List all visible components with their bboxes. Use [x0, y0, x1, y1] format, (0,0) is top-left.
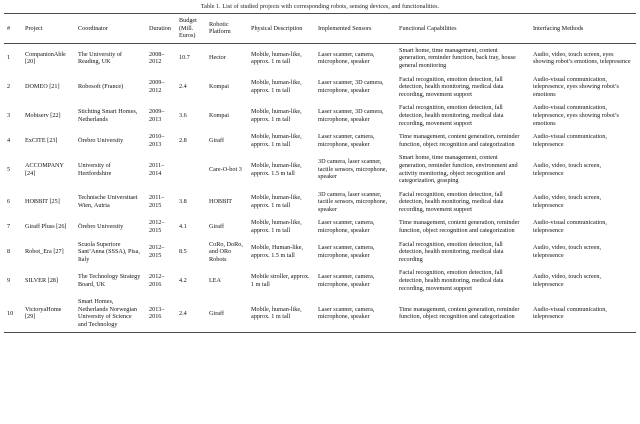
- cell-intf: Audio-visual communication, telepresence, eyes showing robot’s emotions: [533, 104, 619, 127]
- cell-plat: HOBBIT: [209, 198, 233, 206]
- cell-num: 2: [7, 83, 11, 91]
- cell-dur: 2008–2012: [149, 50, 165, 66]
- table-caption: Table 1. List of studied projects with corresponding robots, sensing devices, and functionalities.: [200, 4, 440, 10]
- cell-phys: Mobile, human-like, approx. 1 m tall: [251, 219, 302, 235]
- table-row: [4, 73, 636, 102]
- cell-coord: Stichting Smart Homes, Netherlands: [78, 108, 138, 123]
- column-header-budget: Budget (Mill. Euros): [176, 14, 206, 44]
- cell-num: 4: [7, 136, 11, 144]
- cell-func: Facial recognition, emotion detection, fall detection, health monitoring, medical data recording, movement support: [399, 104, 504, 127]
- column-header-coordinator: Coordinator: [75, 14, 146, 44]
- cell-proj: CompanionAble [20]: [25, 50, 66, 66]
- table-row: [4, 43, 636, 72]
- cell-phys: Mobile, human-like, approx. 1 m tall: [251, 108, 302, 123]
- column-header-functional-capabilities: Functional Capabilities: [396, 14, 530, 44]
- cell-plat: Giraff: [209, 223, 225, 231]
- cell-func: Facial recognition, emotion detection, fall detection, health monitoring, medical data recording, movement support: [399, 269, 504, 292]
- cell-proj: VictoryaHome [29]: [22, 295, 75, 332]
- cell-phys: Mobile, human-like, approx. 1 m tall: [251, 133, 302, 148]
- cell-budg: 8.5: [179, 248, 187, 256]
- cell-num: 10: [4, 295, 22, 332]
- cell-func: Time management, content generation, reminder function, object recognition and categorization: [399, 133, 520, 148]
- cell-phys: Mobile, human-like, approx. 1 m tall: [251, 194, 302, 210]
- cell-proj: ExCITE [23]: [25, 136, 58, 144]
- cell-intf: Audio-visual communication, telepresence: [530, 295, 636, 332]
- cell-budg: 4.2: [179, 277, 187, 285]
- cell-coord: Örebro University: [78, 136, 124, 144]
- table-row: [4, 130, 636, 151]
- cell-intf: Audio-visual communication, telepresence: [533, 219, 607, 235]
- cell-func: Time management, content generation, reminder function, object recognition and categorization: [396, 295, 530, 332]
- cell-proj: Mobiserv [22]: [25, 111, 61, 119]
- cell-proj: DOMEO [21]: [25, 83, 60, 91]
- cell-sens: Laser scanner, camera, microphone, speaker: [318, 273, 375, 288]
- cell-budg: [176, 151, 206, 187]
- cell-plat: Kompai: [209, 111, 229, 119]
- cell-sens: Laser scanner, camera, microphone, speaker: [318, 244, 375, 260]
- table-row: [4, 238, 636, 267]
- cell-budg: 2.8: [179, 136, 187, 144]
- table-row: [4, 101, 636, 130]
- cell-dur: 2012–2015: [149, 219, 165, 235]
- cell-dur: 2012–2015: [149, 244, 165, 260]
- cell-dur: 2012–2016: [149, 273, 165, 288]
- cell-num: 1: [7, 54, 11, 62]
- cell-plat: LEA: [209, 277, 222, 285]
- cell-func: Smart home, time management, content generation, reminder function, environment and activity monitoring, object recognition and categorization, grasping: [399, 154, 518, 185]
- table-body: [4, 43, 636, 332]
- column-header-physical-description: Physical Description: [248, 14, 315, 44]
- table-row: [4, 188, 636, 217]
- cell-dur: 2009–2012: [149, 79, 165, 94]
- cell-dur: 2013–2016: [146, 295, 176, 332]
- cell-coord: Robosoft (France): [78, 83, 124, 91]
- column-header-implemented-sensors: Implemented Sensors: [315, 14, 396, 44]
- table-row: [4, 151, 636, 187]
- cell-phys: Mobile, Human-like, approx. 1.5 m tall: [251, 244, 304, 260]
- cell-budg: 2.4: [179, 83, 187, 91]
- table-header: [4, 14, 636, 44]
- cell-sens: Laser scanner, camera, microphone, speaker: [318, 133, 375, 148]
- cell-plat: Kompai: [209, 83, 229, 91]
- cell-num: 9: [7, 277, 11, 285]
- cell-plat: Hector: [209, 54, 226, 62]
- cell-plat: CoRo, DoRo, and ORo Robots: [209, 240, 243, 263]
- cell-sens: Laser scanner, camera, microphone, speaker: [318, 50, 375, 66]
- cell-proj: Giraff Pluss [26]: [25, 223, 67, 231]
- cell-phys: Mobile, human-like, approx. 1.5 m tall: [251, 161, 302, 177]
- cell-coord: The Technology Strategy Board, UK: [78, 273, 141, 288]
- cell-budg: 3.6: [179, 111, 187, 119]
- cell-intf: Audio, video, touch screen, telepresence: [533, 244, 602, 260]
- cell-dur: 2011–2015: [149, 194, 165, 210]
- cell-func: Facial recognition, emotion detection, fall detection, health monitoring, medical data recording, movement support: [399, 190, 504, 213]
- cell-num: 8: [7, 248, 11, 256]
- cell-plat: Care-O-bot 3: [209, 165, 242, 173]
- cell-phys: Mobile, human-like, approx. 1 m tall: [251, 79, 302, 94]
- cell-intf: Audio, video, touch screen, telepresence: [533, 161, 602, 177]
- column-header-number: #: [4, 14, 22, 44]
- header-row: [4, 14, 636, 44]
- cell-coord: Smart Homes, Netherlands Norwegian University of Science and Technology: [75, 295, 146, 332]
- cell-intf: Audio, video, touch screen, telepresence: [533, 273, 602, 288]
- cell-num: 5: [7, 165, 11, 173]
- cell-proj: ACCOMPANY [24]: [25, 161, 64, 177]
- cell-proj: HOBBIT [25]: [25, 198, 60, 206]
- cell-proj: SILVER [28]: [25, 277, 58, 285]
- table-row: [4, 295, 636, 332]
- column-header-duration: Duration: [146, 14, 176, 44]
- cell-intf: Audio-visual communication, telepresence: [533, 133, 607, 148]
- cell-sens: Laser scanner, 3D camera, microphone, speaker: [318, 79, 384, 94]
- cell-sens: 3D camera, laser scanner, tactile sensors, microphone, speaker: [318, 158, 388, 181]
- cell-budg: 4.1: [179, 223, 187, 231]
- cell-plat: Giraff: [206, 295, 248, 332]
- cell-phys: Mobile, human-like, approx. 1 m tall: [248, 295, 315, 332]
- cell-num: 7: [7, 223, 11, 231]
- cell-sens: Laser scanner, 3D camera, microphone, speaker: [318, 108, 384, 123]
- cell-coord: University of Hertfordshire: [78, 161, 112, 177]
- cell-func: Facial recognition, emotion detection, fall detection, health monitoring, medical data recording: [399, 240, 504, 263]
- cell-coord: Scuola Superiore Sant’Anna (SSSA), Pisa, Italy: [78, 240, 140, 263]
- cell-func: Time management, content generation, reminder function, object recognition and categorization: [399, 219, 520, 235]
- cell-coord: Technische Universitaet Wien, Autria: [78, 194, 138, 210]
- cell-num: 3: [7, 111, 11, 119]
- column-header-robotic-platform: Robotic Platform: [206, 14, 248, 44]
- cell-proj: Robot_Era [27]: [25, 248, 64, 256]
- cell-dur: 2011–2014: [149, 161, 165, 177]
- cell-budg: 2.4: [176, 295, 206, 332]
- cell-intf: Audio-visual communication, telepresence, eyes showing robot’s emotions: [533, 75, 619, 98]
- cell-phys: Mobile, human-like, approx. 1 m tall: [251, 50, 302, 66]
- cell-phys: Mobile stroller, approx. 1 m tall: [251, 273, 310, 288]
- cell-budg: 3.8: [179, 198, 187, 206]
- column-header-interfacing-methods: Interfacing Methods: [530, 14, 636, 44]
- studied-projects-table: [4, 13, 636, 333]
- cell-sens: 3D camera, laser scanner, tactile sensors, microphone, speaker: [318, 190, 388, 213]
- cell-sens: Laser scanner, camera, microphone, speaker: [315, 295, 396, 332]
- cell-func: Smart home, time management, content generation, reminder function, back tray, house general monitoring: [399, 46, 516, 69]
- cell-budg: 10.7: [179, 54, 190, 62]
- cell-intf: Audio, video, touch screen, telepresence: [533, 194, 602, 210]
- cell-num: 6: [7, 198, 11, 206]
- cell-coord: Örebro University: [78, 223, 124, 231]
- cell-func: Facial recognition, emotion detection, fall detection, health monitoring, medical data recording, movement support: [399, 75, 504, 98]
- cell-intf: Audio, video, touch screen, eyes showing robot’s emotions, telepresence: [533, 50, 631, 66]
- cell-sens: Laser scanner, camera, microphone, speaker: [318, 219, 375, 235]
- table-row: [4, 266, 636, 295]
- column-header-project: Project: [22, 14, 75, 44]
- cell-plat: Giraff: [209, 136, 225, 144]
- cell-coord: The University of Reading, UK: [78, 50, 122, 66]
- cell-dur: 2009–2013: [149, 108, 165, 123]
- table-row: [4, 216, 636, 237]
- cell-dur: 2010–2013: [149, 133, 165, 148]
